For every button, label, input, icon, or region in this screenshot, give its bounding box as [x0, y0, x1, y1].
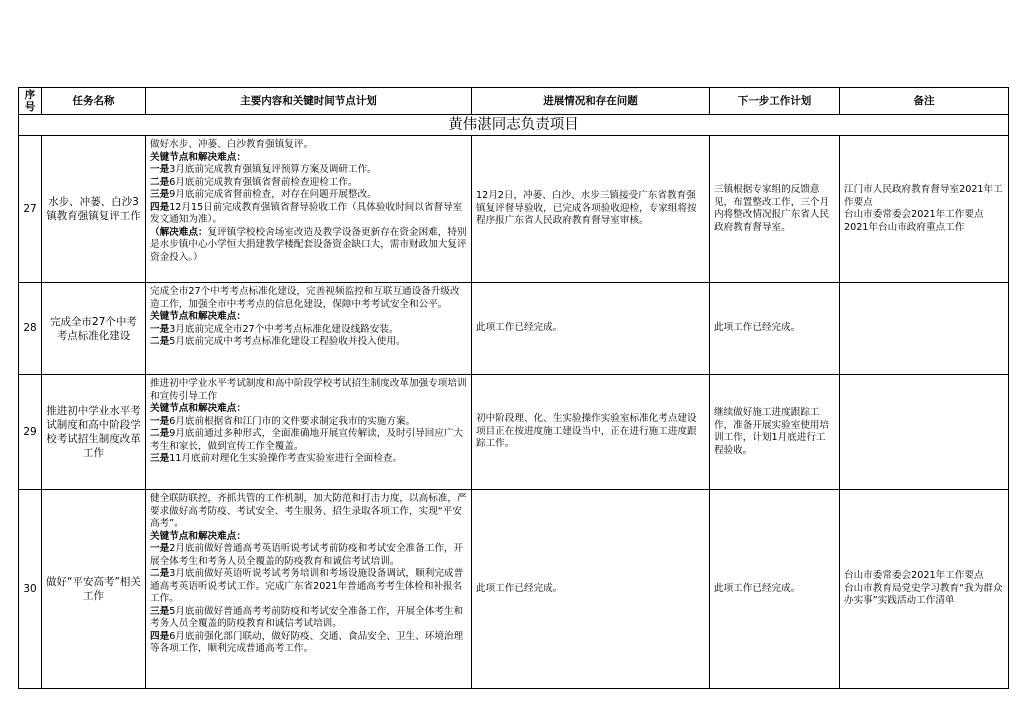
next-plan-cell: 此项工作已经完成。	[710, 490, 840, 689]
plan-line-label: 二是	[150, 176, 170, 188]
table-row	[19, 136, 1009, 283]
plan-line	[150, 152, 467, 165]
plan-line	[150, 311, 467, 324]
plan-line: 一是3月底前完成教育强镇复评预算方案及调研工作。	[150, 164, 377, 175]
row-number: 30	[19, 490, 42, 689]
plan-line	[150, 403, 467, 416]
plan-line: 二是6月底前完成教育强镇省督前检查迎检工作。	[150, 176, 358, 188]
plan-content	[146, 375, 472, 490]
next-plan-cell: 继续做好施工进度跟踪工作，准备开展实验室使用培训工作，计划1月底进行工程验收。	[710, 375, 840, 490]
plan-line: 四是6月底前强化部门联动，做好防疫、交通、食品安全、卫生、环境治理等各项工作，顺利完成普通高考工作。	[150, 630, 464, 654]
remark-cell: 江门市人民政府教育督导室2021年工作要点 台山市委常委会2021年工作要点 2021年台山市政府重点工作	[840, 136, 1009, 283]
task-name: 完成全市27个中考考点标准化建设	[42, 283, 146, 375]
plan-line-label: 四是	[150, 201, 170, 213]
plan-line-label: 一是	[150, 323, 170, 335]
plan-line-label: 一是	[150, 543, 170, 554]
plan-line-label: 关键节点和解决难点：	[150, 530, 246, 542]
plan-line	[150, 531, 467, 544]
plan-line: 做好水步、冲蒌、白沙教育强镇复评。	[150, 139, 314, 150]
plan-content	[146, 490, 472, 689]
progress-cell: 此项工作已经完成。	[472, 283, 710, 375]
plan-line-label: 一是	[150, 164, 170, 175]
task-table	[18, 87, 1009, 689]
plan-line: 完成全市27个中考考点标准化建设，完善视频监控和互联互通设备升级改造工作，加强全市中考考点的信息化建设，保障中考考试安全和公平。	[150, 286, 460, 310]
next-plan-cell: 三镇根据专家组的反馈意见，布置整改工作，三个月内将整改情况报广东省人民政府教育督导室。	[710, 136, 840, 283]
header-remark: 备注	[840, 88, 1009, 115]
remark-cell: 台山市委常委会2021年工作要点 台山市教育局党史学习教育“我为群众办实事”实践活动工作清单	[840, 490, 1009, 689]
plan-line-label: 三是	[150, 605, 170, 617]
plan-line-label: 二是	[150, 428, 170, 439]
plan-line: 一是3月底前完成全市27个中考考点标准化建设线路安装。	[150, 323, 399, 335]
plan-content	[146, 136, 472, 283]
progress-cell: 12月2日，冲蒌、白沙、水步三镇接受广东省教育强镇复评督导验收，已完成各项验收迎检，专家组将按程序报广东省人民政府教育督导室审核。	[472, 136, 710, 283]
plan-line: 三是11月底前对理化生实验操作考查实验室进行全面检查。	[150, 453, 403, 464]
plan-line-label: 关键节点和解决难点：	[150, 151, 246, 163]
plan-line-label: 二是	[150, 336, 170, 347]
header-progress: 进展情况和存在问题	[472, 88, 710, 115]
remark-cell	[840, 283, 1009, 375]
plan-line: （解决难点：复评镇学校校舍场室改造及教学设备更新存在资金困难，特别是水步镇中心小学恒大捐建教学楼配套设备资金缺口大，需市财政加大复评资金投入。）	[150, 226, 467, 263]
task-name: 推进初中学业水平考试制度和高中阶段学校考试招生制度改革工作	[42, 375, 146, 490]
progress-cell: 此项工作已经完成。	[472, 490, 710, 689]
header-next: 下一步工作计划	[710, 88, 840, 115]
plan-line: 二是9月底前通过多种形式，全面准确地开展宣传解读，及时引导回应广大考生和家长，做到宣传工作全覆盖。	[150, 428, 464, 452]
plan-line-label: 关键节点和解决难点：	[150, 403, 246, 414]
plan-line: 推进初中学业水平考试制度和高中阶段学校考试招生制度改革加强专项培训和宣传引导工作	[150, 378, 467, 402]
section-title: 黄伟湛同志负责项目	[19, 115, 1009, 136]
row-number: 27	[19, 136, 42, 283]
plan-line-label: 关键节点和解决难点：	[150, 311, 246, 322]
plan-line: 健全联防联控，齐抓共管的工作机制，加大防范和打击力度，以高标准，严要求做好高考防疫、考试安全、考生服务、招生录取各项工作，实现“平安高考”。	[150, 493, 467, 529]
table-row	[19, 283, 1009, 375]
table-row	[19, 375, 1009, 490]
table-row	[19, 490, 1009, 689]
plan-content	[146, 283, 472, 375]
plan-line: 二是3月底前做好英语听说考试考务培训和考场设施设备调试，顺利完成普通高考英语听说考试工作。完成广东省2021年普通高考考生体检和补报名工作。	[150, 568, 464, 604]
plan-line: 四是12月15日前完成教育强镇省督导验收工作（具体验收时间以省督导室发文通知为准）。	[150, 201, 463, 225]
plan-line: 三是5月底前做好普通高考考前防疫和考试安全准备工作，开展全体考生和考务人员全覆盖的防疫教育和诚信考试培训。	[150, 605, 464, 629]
next-plan-cell: 此项工作已经完成。	[710, 283, 840, 375]
plan-line: 三是9月底前完成省督前检查，对存在问题开展整改。	[150, 189, 377, 200]
plan-line-label: 三是	[150, 189, 170, 200]
header-no: 序号	[19, 88, 42, 115]
header-row	[19, 88, 1009, 115]
header-task: 任务名称	[42, 88, 146, 115]
remark-cell	[840, 375, 1009, 490]
row-number: 29	[19, 375, 42, 490]
plan-line: 一是2月底前做好普通高考英语听说考试考前防疫和考试安全准备工作，开展全体考生和考务人员全覆盖的防疫教育和诚信考试培训。	[150, 543, 464, 567]
plan-line: 一是6月底前根据省和江门市的文件要求制定我市的实施方案。	[150, 415, 416, 427]
plan-line-label: （解决难点：	[150, 226, 208, 238]
row-number: 28	[19, 283, 42, 375]
header-content: 主要内容和关键时间节点计划	[146, 88, 472, 115]
progress-cell: 初中阶段理、化、生实验操作实验室标准化考点建设项目正在按进度施工建设当中，正在进行施工进度跟踪工作。	[472, 375, 710, 490]
plan-line-label: 二是	[150, 568, 170, 579]
task-name: 水步、冲蒌、白沙3镇教育强镇复评工作	[42, 136, 146, 283]
task-name: 做好“平安高考”相关工作	[42, 490, 146, 689]
plan-line-label: 三是	[150, 453, 170, 464]
plan-line-label: 四是	[150, 630, 170, 642]
plan-line-label: 一是	[150, 415, 170, 427]
section-row	[19, 115, 1009, 136]
plan-line: 二是5月底前完成中考考点标准化建设工程验收并投入使用。	[150, 336, 406, 347]
